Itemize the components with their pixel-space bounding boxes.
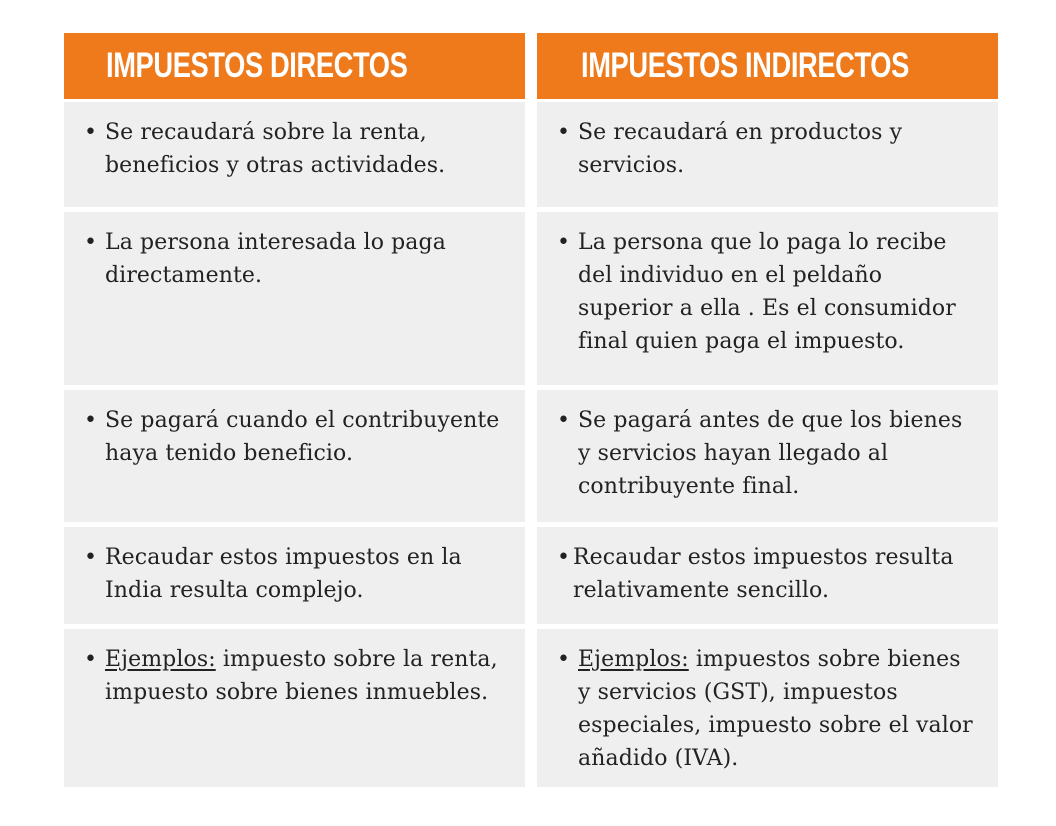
- cell-direct: [64, 212, 525, 385]
- bullet-item: [105, 643, 505, 709]
- bullet-item: • Se recaudará en productos y servicios.: [578, 116, 978, 182]
- examples-label: Ejemplos:: [578, 647, 689, 672]
- table-row: [64, 390, 999, 522]
- table-header-row: [64, 33, 999, 99]
- bullet-item: • Se pagará cuando el contribuyente haya tenido beneficio.: [105, 404, 505, 470]
- header-direct-taxes: [64, 33, 525, 99]
- bullet-item: • La persona interesada lo paga directamente.: [105, 226, 505, 292]
- cell-direct: [64, 527, 525, 624]
- header-indirect-taxes-label: IMPUESTOS INDIRECTOS: [581, 46, 909, 85]
- bullet-item: • Se recaudará sobre la renta, beneficios y otras actividades.: [105, 116, 505, 182]
- bullet-item: • Se pagará antes de que los bienes y servicios hayan llegado al contribuyente final.: [578, 404, 978, 503]
- bullet-item: • La persona que lo paga lo recibe del individuo en el peldaño superior a ella . Es el consumidor final quien paga el impuesto.: [578, 226, 978, 358]
- comparison-table: [64, 33, 999, 792]
- table-row: [64, 212, 999, 385]
- cell-indirect: [537, 102, 998, 207]
- cell-indirect: [537, 629, 998, 787]
- cell-direct: [64, 390, 525, 522]
- cell-indirect: [537, 527, 998, 624]
- examples-text: impuestos sobre bienes y servicios (GST), impuestos especiales, impuesto sobre el valor añadido (IVA).: [578, 647, 973, 771]
- examples-label: Ejemplos:: [105, 647, 216, 672]
- examples-text: impuesto sobre la renta, impuesto sobre bienes inmuebles.: [105, 647, 498, 705]
- header-indirect-taxes: [537, 33, 998, 99]
- cell-direct: [64, 102, 525, 207]
- cell-direct: [64, 629, 525, 787]
- table-row: [64, 102, 999, 207]
- bullet-item: • Recaudar estos impuestos resulta relativamente sencillo.: [573, 541, 978, 607]
- cell-indirect: [537, 212, 998, 385]
- bullet-item: • Recaudar estos impuestos en la India resulta complejo.: [105, 541, 505, 607]
- table-row: [64, 527, 999, 624]
- header-direct-taxes-label: IMPUESTOS DIRECTOS: [106, 46, 408, 85]
- table-row: [64, 629, 999, 787]
- bullet-item: [578, 643, 978, 775]
- cell-indirect: [537, 390, 998, 522]
